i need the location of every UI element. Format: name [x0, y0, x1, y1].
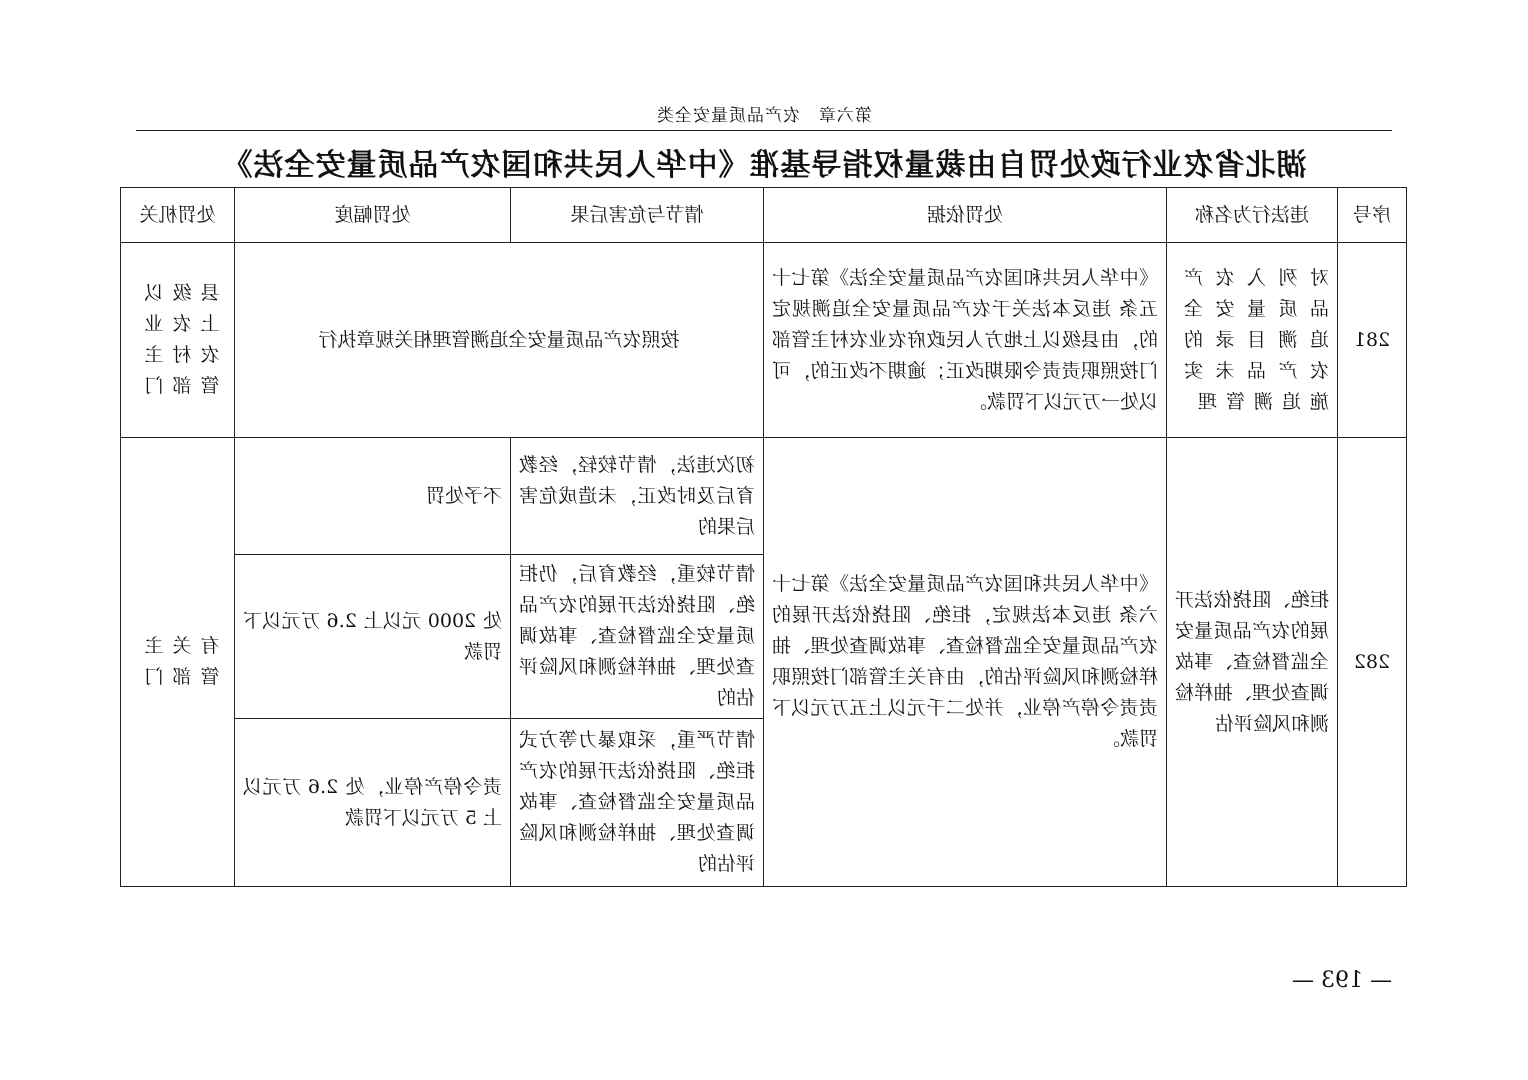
chapter-header: 第六章 农产品质量安全类: [656, 106, 872, 126]
row-basis: 《中华人民共和国农产品质量安全法》第七十五条 违反本法关于农产品质量安全追溯规定的，由县级以上地方人民政府农业农村主管部门按照职责责令限期改正；逾期不改正的，可以处一万元以下罚款。: [764, 243, 1167, 438]
row-authority: 有关主管部门: [121, 438, 235, 887]
table-row: [121, 243, 1407, 438]
table-header-row: [121, 188, 1407, 243]
row-no: 281: [1338, 243, 1407, 438]
row-no: 282: [1338, 438, 1407, 887]
header-rule: [136, 130, 1392, 131]
row-violation: 拒绝、阻挠依法开展的农产品质量安全监督检查、事故调查处理、抽样检测和风险评估: [1167, 438, 1338, 887]
level-circumstance: 情节严重，采取暴力等方式拒绝、阻挠依法开展的农产品质量安全监督检查、事故调查处理、抽样检测和风险评估的: [511, 719, 764, 887]
row-authority: 县级以上农业农村主管部门: [121, 243, 235, 438]
penalty-table: [120, 187, 1407, 887]
header-circumstance: 情节与危害后果: [511, 188, 764, 243]
level-range: 不予处罚: [235, 438, 511, 555]
document-title: 湖北省农业行政处罚自由裁量权指导基准《中华人民共和国农产品质量安全法》: [221, 148, 1307, 183]
level-range: 处 2000 元以上 2.6 万元以下罚款: [235, 555, 511, 719]
header-basis: 处罚依据: [764, 188, 1167, 243]
header-violation: 违法行为名称: [1167, 188, 1338, 243]
level-circumstance: 情节较重，经教育后，仍拒绝、阻挠依法开展的农产品质量安全监督检查、事故调查处理、抽样检测和风险评估的: [511, 555, 764, 719]
level-circumstance: 初次违法，情节较轻，经教育后及时改正，未造成危害后果的: [511, 438, 764, 555]
level-range: 责令停产停业，处 2.6 万元以上 5 万元以下罚款: [235, 719, 511, 887]
row-range: 按照农产品质量安全追溯管理相关规章执行: [235, 243, 764, 438]
header-no: 序号: [1338, 188, 1407, 243]
header-range: 处罚幅度: [235, 188, 511, 243]
page-number: — 193 —: [1292, 968, 1392, 993]
row-basis: 《中华人民共和国农产品质量安全法》第七十六条 违反本法规定，拒绝、阻挠依法开展的农产品质量安全监督检查、事故调查处理、抽样检测和风险评估的，由有关主管部门按照职责责令停产停业，并处二千元以上五万元以下罚款。: [764, 438, 1167, 887]
table-row: [121, 438, 1407, 555]
row-violation: 对列入农产品质量安全追溯目录的农产品未实施追溯管理: [1167, 243, 1338, 438]
header-authority: 处罚机关: [121, 188, 235, 243]
